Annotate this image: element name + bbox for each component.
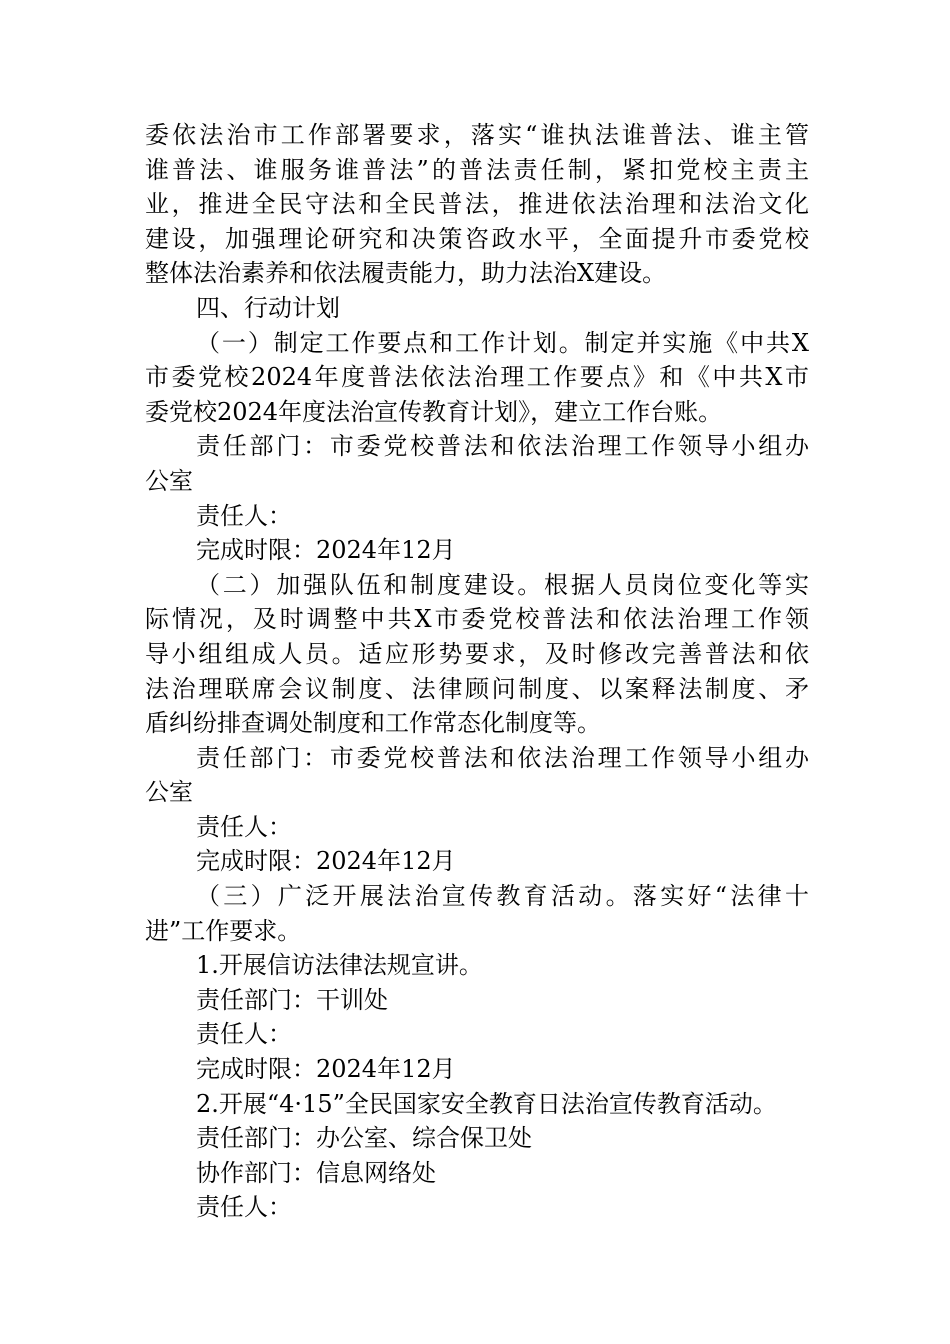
paragraph-line: 建设，加强理论研究和决策咨政水平，全面提升市委党校 [145, 224, 809, 253]
cooperating-department: 协作部门：信息网络处 [196, 1158, 436, 1187]
deadline: 完成时限：2024年12月 [196, 847, 456, 876]
responsible-person: 责任人： [196, 812, 292, 841]
paragraph-line: 盾纠纷排查调处制度和工作常态化制度等。 [145, 709, 601, 738]
item-heading: （一）制定工作要点和工作计划。制定并实施《中共X [196, 328, 809, 357]
paragraph-line: 法治理联席会议制度、法律顾问制度、以案释法制度、矛 [145, 674, 809, 703]
paragraph-line: 市委党校2024年度普法依法治理工作要点》和《中共X市 [145, 363, 809, 392]
deadline: 完成时限：2024年12月 [196, 1055, 456, 1084]
paragraph-line: 委党校2024年度法治宣传教育计划》，建立工作台账。 [145, 397, 723, 426]
item-heading: （二）加强队伍和制度建设。根据人员岗位变化等实 [196, 570, 809, 599]
document-page [145, 118, 809, 1225]
paragraph-line: 进”工作要求。 [145, 916, 302, 945]
item-heading: （三）广泛开展法治宣传教育活动。落实好“法律十 [196, 882, 809, 911]
paragraph-line: 谁普法、谁服务谁普法”的普法责任制，紧扣党校主责主 [145, 155, 809, 184]
section-heading: 四、行动计划 [196, 293, 340, 322]
sub-item: 2.开展“4·15”全民国家安全教育日法治宣传教育活动。 [196, 1089, 777, 1118]
paragraph-line: 际情况，及时调整中共X市委党校普法和依法治理工作领 [145, 605, 809, 634]
paragraph-line: 委依法治市工作部署要求，落实“谁执法谁普法、谁主管 [145, 121, 809, 149]
deadline: 完成时限：2024年12月 [196, 536, 456, 565]
responsible-person: 责任人： [196, 1193, 292, 1222]
responsible-department: 责任部门：办公室、综合保卫处 [196, 1124, 532, 1153]
responsible-department: 责任部门：市委党校普法和依法治理工作领导小组办 [196, 432, 809, 461]
paragraph-line: 公室 [145, 778, 193, 807]
responsible-person: 责任人： [196, 1020, 292, 1049]
paragraph-line: 业，推进全民守法和全民普法，推进依法治理和法治文化 [145, 190, 809, 219]
responsible-department: 责任部门：市委党校普法和依法治理工作领导小组办 [196, 743, 809, 772]
responsible-department: 责任部门：干训处 [196, 985, 388, 1014]
sub-item: 1.开展信访法律法规宣讲。 [196, 951, 483, 980]
paragraph-line: 公室 [145, 466, 193, 495]
responsible-person: 责任人： [196, 501, 292, 530]
paragraph-line: 导小组组成人员。适应形势要求，及时修改完善普法和依 [145, 639, 809, 668]
paragraph-line: 整体法治素养和依法履责能力，助力法治X建设。 [145, 259, 667, 288]
